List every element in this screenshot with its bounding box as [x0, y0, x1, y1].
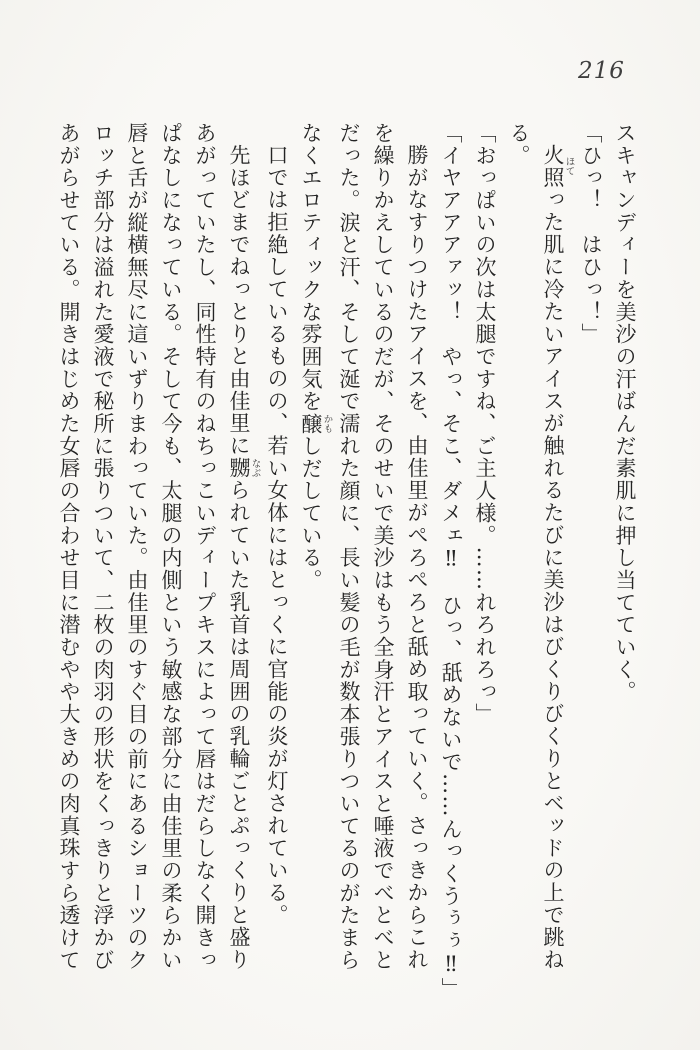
text-column: ロッチ部分は溢れた愛液で秘所に張りついて、二枚の肉羽の形状をくっきりと浮かび	[91, 122, 115, 972]
text-column: あがっていたし、同性特有のねちっこいディープキスによって唇はだらしなく開きっ	[193, 122, 217, 972]
text-column: る。	[507, 122, 531, 167]
text-column: 先ほどまでねっとりと由佳里に嬲なぶられていた乳首は周囲の乳輪ごとぷっくりと盛り	[227, 144, 261, 971]
text-column: 口では拒絶しているものの、若い女体にはとっくに官能の炎が灯されている。	[265, 144, 289, 927]
page-text-block	[52, 122, 642, 1010]
text-column: 「ひっ！ はひっ！」	[579, 122, 603, 346]
text-column: を繰りかえしているのだが、そのせいで美沙はもう全身汗とアイスと唾液でべとべと	[371, 122, 395, 972]
text-column: 火照ほてった肌に冷たいアイスが触れるたびに美沙はびくりびくりとベッドの上で跳ね	[541, 144, 575, 971]
text-column: あがらせている。開きはじめた女唇の合わせ目に潜むやや大きめの肉真珠すら透けて	[57, 122, 81, 972]
text-column: 「イヤアアアァッ！ やっ、そこ、ダメェ‼ ひっ、舐めないで……んっくうぅぅ‼」	[439, 122, 463, 1000]
ruby-annotated-word: 嬲なぶ	[227, 456, 261, 480]
text-column: ぱなしになっている。そして今も、太腿の内側という敏感な部分に由佳里の柔らかい	[159, 122, 183, 972]
text-column: スキャンディーを美沙の汗ばんだ素肌に押し当てていく。	[613, 122, 637, 704]
text-column: 唇と舌が縦横無尽に這いずりまわっていた。由佳里のすぐ目の前にあるショーツのク	[125, 122, 149, 972]
page-number: 216	[578, 58, 625, 84]
ruby-annotated-word: 醸かも	[299, 412, 333, 435]
text-column: 勝がなすりつけたアイスを、由佳里がぺろぺろと舐め取っていく。さっきからこれ	[405, 144, 429, 971]
ruby-annotated-word: 火照ほて	[541, 144, 575, 189]
text-column: 「おっぱいの次は太腿ですね、ご主人様。……れろれろっ」	[473, 122, 497, 726]
text-column: なくエロティックな雰囲気を醸かもしだしている。	[299, 122, 333, 592]
text-column: だった。涙と汗、そして涎で濡れた顔に、長い髪の毛が数本張りついてるのがたまら	[337, 122, 361, 972]
